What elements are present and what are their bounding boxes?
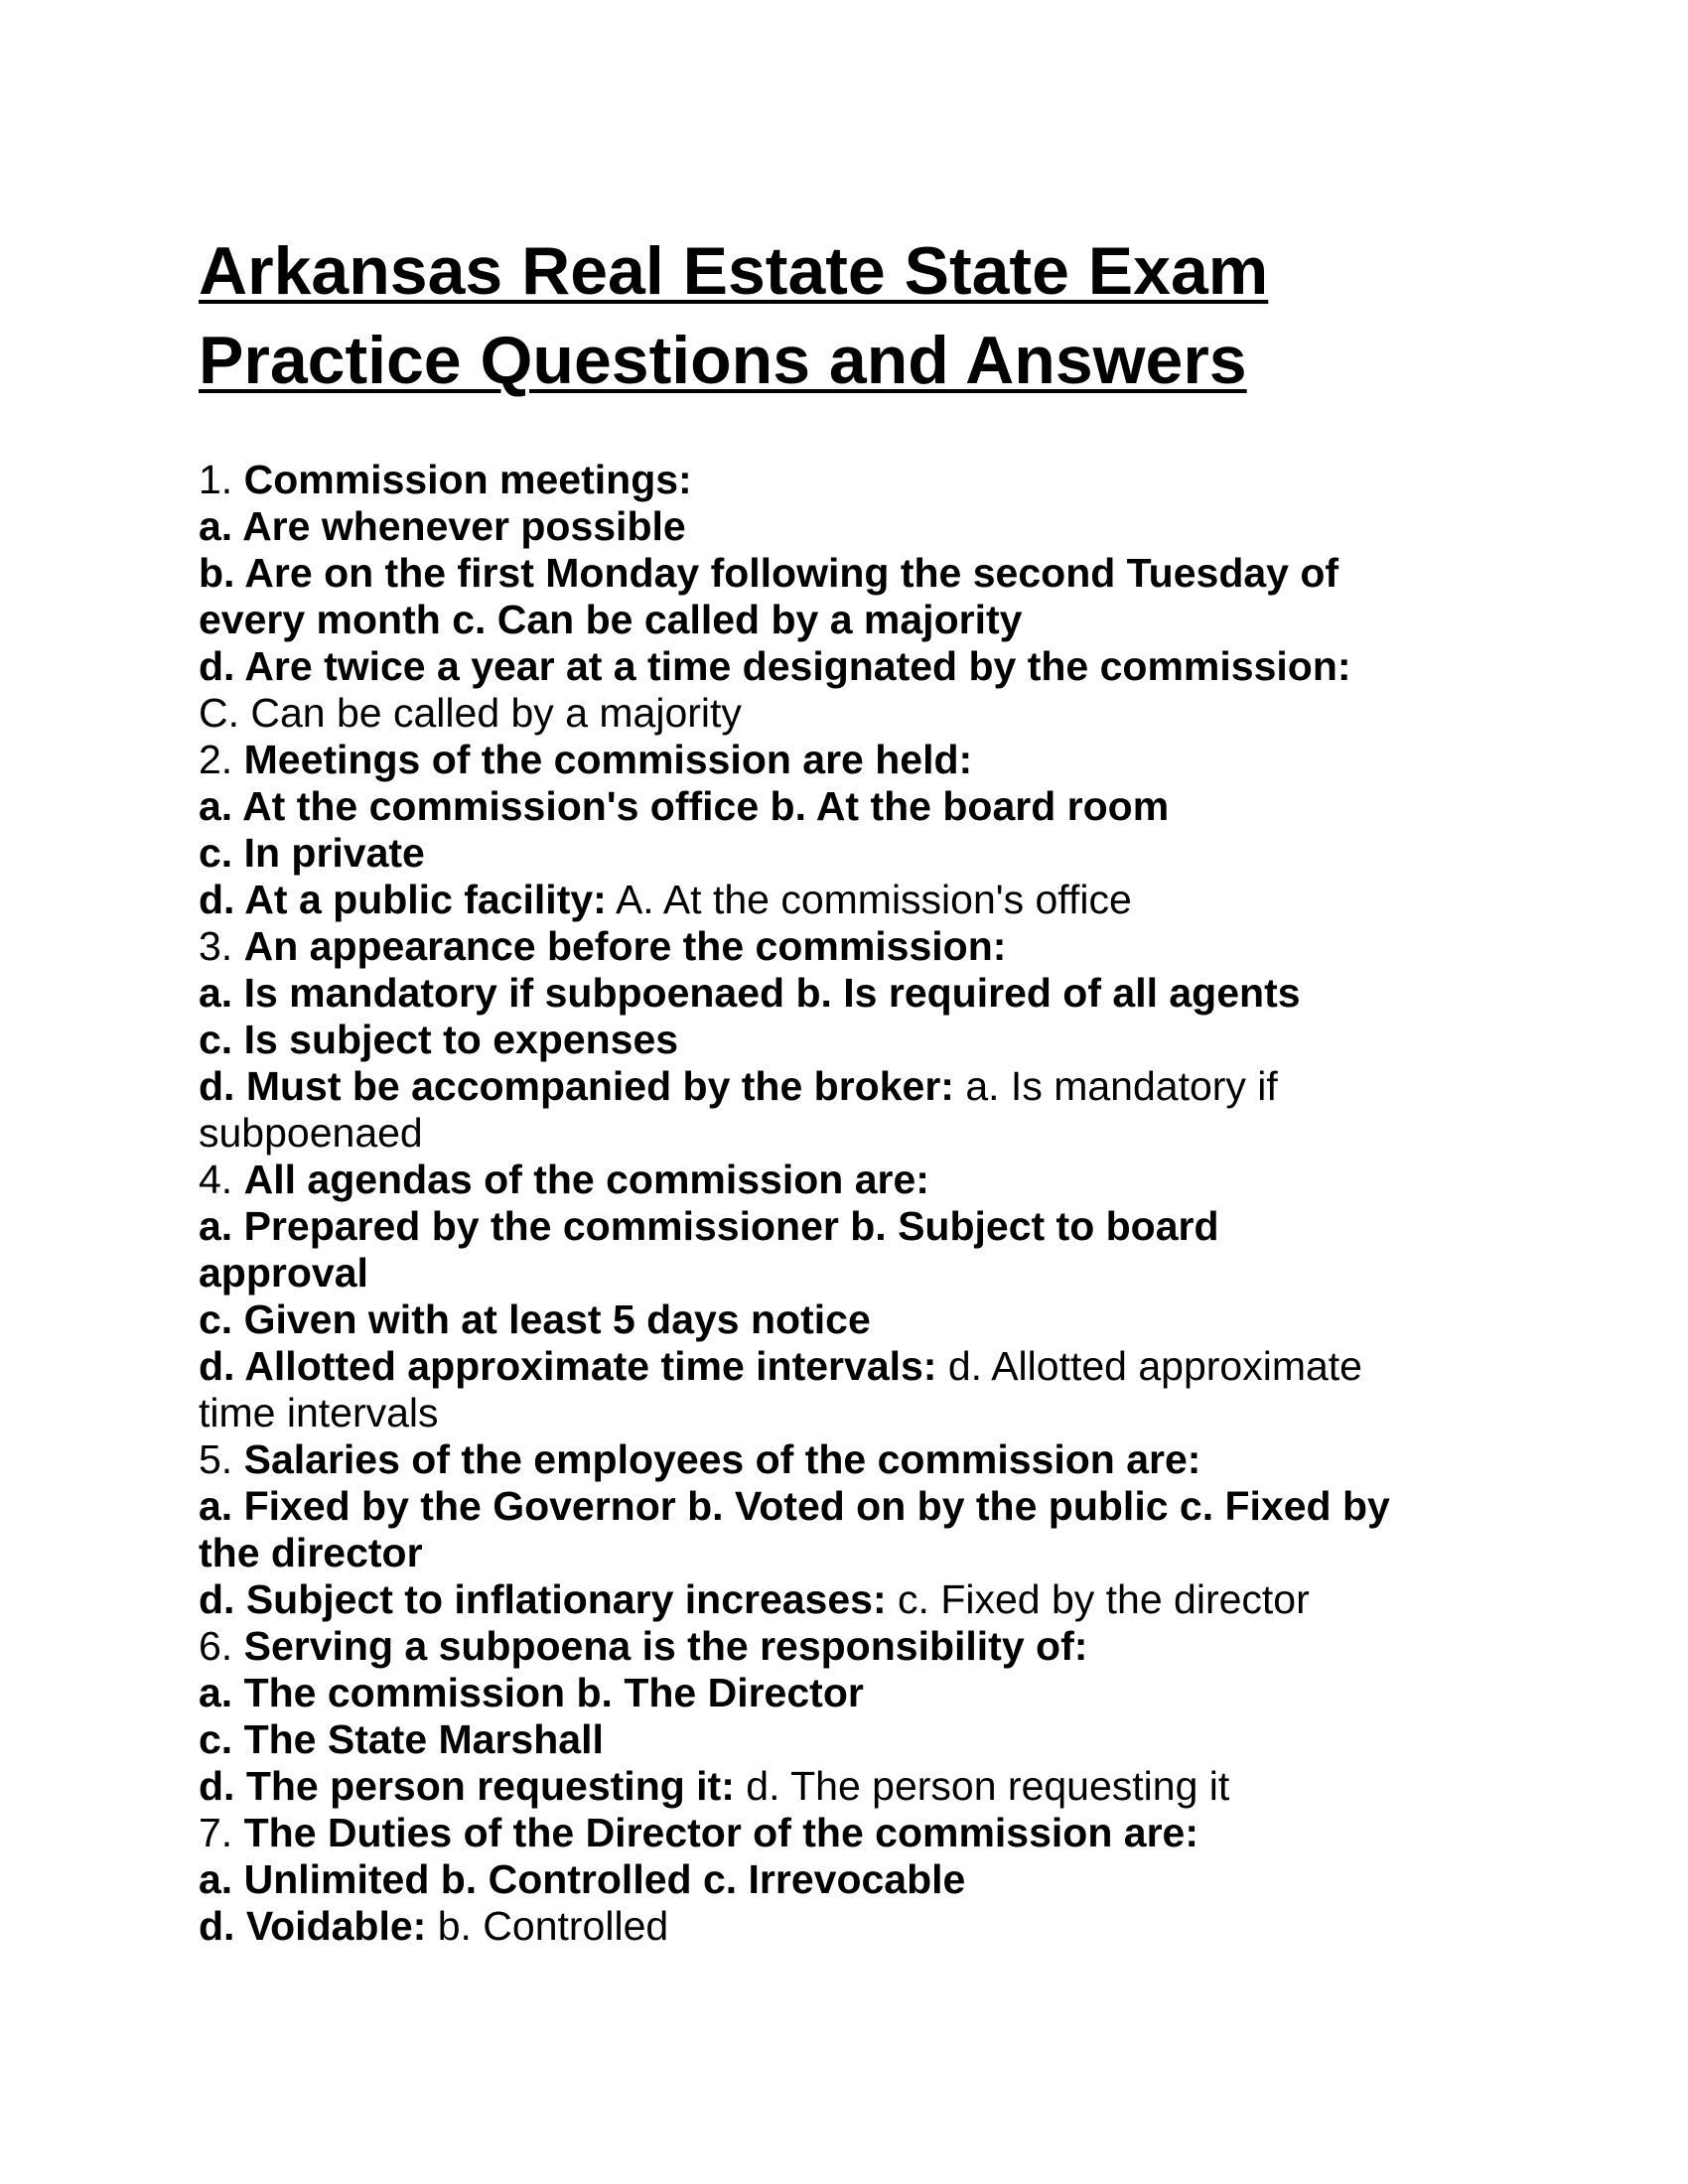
- answer-continued: time intervals: [199, 1390, 439, 1435]
- answer-continued: subpoenaed: [199, 1110, 423, 1156]
- question-number: 2.: [199, 737, 233, 782]
- question-number: 5.: [199, 1436, 233, 1482]
- option-line: the director: [199, 1530, 423, 1575]
- option-line: c. Is subject to expenses: [199, 1017, 679, 1062]
- option-line: a. Fixed by the Governor b. Voted on by the public c. Fixed by: [199, 1483, 1390, 1529]
- answer: b. Controlled: [437, 1903, 669, 1949]
- question-6: [199, 1623, 1529, 1810]
- option-line: d. The person requesting it:: [199, 1763, 735, 1809]
- title-line-2: Practice Questions and Answers: [199, 323, 1247, 398]
- answer: d. The person requesting it: [746, 1763, 1230, 1809]
- question-number: 1.: [199, 457, 233, 502]
- question-stem: An appearance before the commission:: [243, 923, 1007, 969]
- question-stem: Serving a subpoena is the responsibility of:: [243, 1623, 1088, 1669]
- title-line-1: Arkansas Real Estate State Exam: [199, 233, 1269, 309]
- document-page: [199, 226, 1529, 1950]
- answer: C. Can be called by a majority: [199, 690, 742, 736]
- question-3: [199, 923, 1529, 1157]
- option-line: approval: [199, 1250, 368, 1296]
- option-line: d. At a public facility:: [199, 877, 607, 922]
- question-4: [199, 1157, 1529, 1436]
- option-line: c. Given with at least 5 days notice: [199, 1297, 871, 1342]
- question-list: [199, 457, 1529, 1950]
- question-number: 3.: [199, 923, 233, 969]
- option-line: b. Are on the first Monday following the second Tuesday of: [199, 550, 1339, 596]
- option-line: c. In private: [199, 830, 425, 876]
- answer: A. At the commission's office: [615, 877, 1132, 922]
- question-number: 6.: [199, 1623, 233, 1669]
- answer: c. Fixed by the director: [898, 1576, 1310, 1622]
- question-stem: Commission meetings:: [243, 457, 692, 502]
- option-line: c. The State Marshall: [199, 1716, 604, 1762]
- question-stem: All agendas of the commission are:: [243, 1157, 929, 1202]
- option-line: d. Are twice a year at a time designated by the commission:: [199, 643, 1351, 689]
- question-number: 4.: [199, 1157, 233, 1202]
- question-2: [199, 737, 1529, 923]
- option-line: a. Unlimited b. Controlled c. Irrevocable: [199, 1856, 966, 1902]
- question-stem: Salaries of the employees of the commission are:: [243, 1436, 1201, 1482]
- question-number: 7.: [199, 1810, 233, 1855]
- option-line: a. The commission b. The Director: [199, 1670, 864, 1715]
- question-stem: Meetings of the commission are held:: [243, 737, 973, 782]
- question-7: [199, 1810, 1529, 1950]
- option-line: a. Are whenever possible: [199, 503, 686, 549]
- option-line: d. Voidable:: [199, 1903, 427, 1949]
- option-line: every month c. Can be called by a majority: [199, 597, 1023, 642]
- answer: d. Allotted approximate: [947, 1343, 1362, 1389]
- option-line: a. Is mandatory if subpoenaed b. Is required of all agents: [199, 970, 1301, 1016]
- question-5: [199, 1436, 1529, 1623]
- option-line: d. Allotted approximate time intervals:: [199, 1343, 937, 1389]
- option-line: d. Subject to inflationary increases:: [199, 1576, 887, 1622]
- option-line: a. Prepared by the commissioner b. Subject to board: [199, 1203, 1219, 1249]
- option-line: a. At the commission's office b. At the board room: [199, 783, 1170, 829]
- question-1: [199, 457, 1529, 737]
- answer: a. Is mandatory if: [965, 1063, 1278, 1109]
- page-title: [199, 226, 1529, 405]
- option-line: d. Must be accompanied by the broker:: [199, 1063, 954, 1109]
- question-stem: The Duties of the Director of the commission are:: [243, 1810, 1198, 1855]
